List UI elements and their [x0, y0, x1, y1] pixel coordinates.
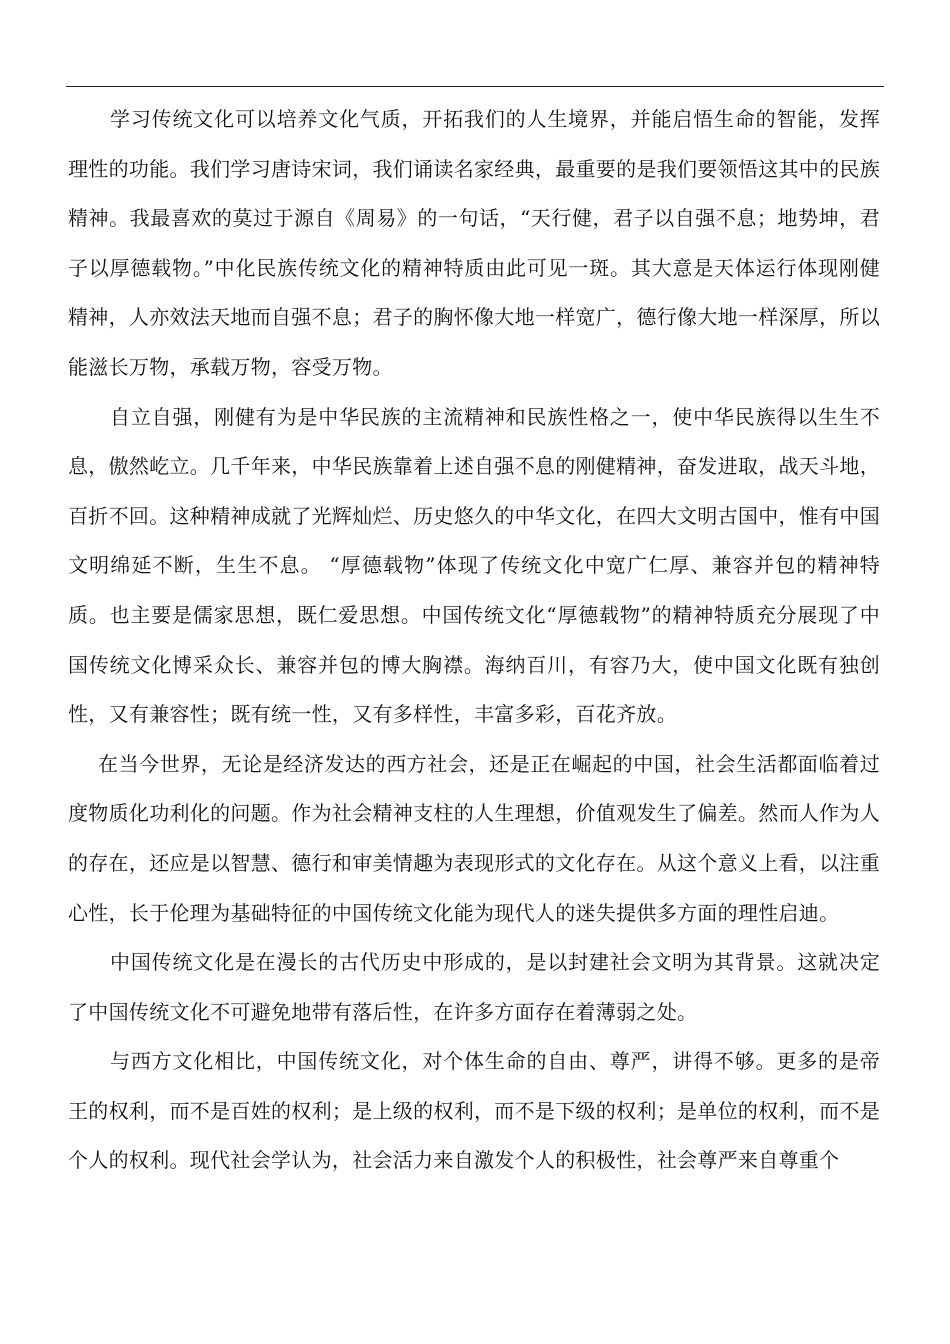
paragraph-4: 中国传统文化是在漫长的古代历史中形成的，是以封建社会文明为其背景。这就决定了中国传统文化不可避免地带有落后性，在许多方面存在着薄弱之处。 [68, 950, 880, 1024]
paragraph-3: 在当今世界，无论是经济发达的西方社会，还是正在崛起的中国，社会生活都面临着过度物质化功利化的问题。作为社会精神支柱的人生理想，价值观发生了偏差。然而人作为人的存在，还应是以智慧、德行和审美情趣为表现形式的文化存在。从这个意义上看，以注重心性，长于伦理为基础特征的中国传统文化能为现代人的迷失提供多方面的理性启迪。 [68, 751, 880, 925]
header-rule [66, 86, 884, 87]
paragraph-5: 与西方文化相比，中国传统文化，对个体生命的自由、尊严，讲得不够。更多的是帝王的权利，而不是百姓的权利；是上级的权利，而不是下级的权利；是单位的权利，而不是个人的权利。现代社会学认为，社会活力来自激发个人的积极性，社会尊严来自尊重个 [68, 1049, 880, 1173]
paragraph-1: 学习传统文化可以培养文化气质，开拓我们的人生境界，并能启悟生命的智能，发挥理性的功能。我们学习唐诗宋词，我们诵读名家经典，最重要的是我们要领悟这其中的民族精神。我最喜欢的莫过于源自《周易》的一句话，“天行健，君子以自强不息；地势坤，君子以厚德载物。”中化民族传统文化的精神特质由此可见一斑。其大意是天体运行体现刚健精神，人亦效法天地而自强不息；君子的胸怀像大地一样宽广，德行像大地一样深厚，所以能滋长万物，承载万物，容受万物。 [68, 107, 880, 379]
paragraph-2: 自立自强，刚健有为是中华民族的主流精神和民族性格之一，使中华民族得以生生不息，傲然屹立。几千年来，中华民族靠着上述自强不息的刚健精神，奋发进取，战天斗地，百折不回。这种精神成就了光辉灿烂、历史悠久的中华文化，在四大文明古国中，惟有中国文明绵延不断，生生不息。 “厚德载物”体现了传统文化中宽广仁厚、兼容并包的精神特质。也主要是儒家思想，既仁爱思想。中国传统文化“厚德载物”的精神特质充分展现了中国传统文化博采众长、兼容并包的博大胸襟。海纳百川，有容乃大，使中国文化既有独创性，又有兼容性；既有统一性，又有多样性，丰富多彩，百花齐放。 [68, 404, 880, 727]
document-body [68, 95, 880, 1186]
